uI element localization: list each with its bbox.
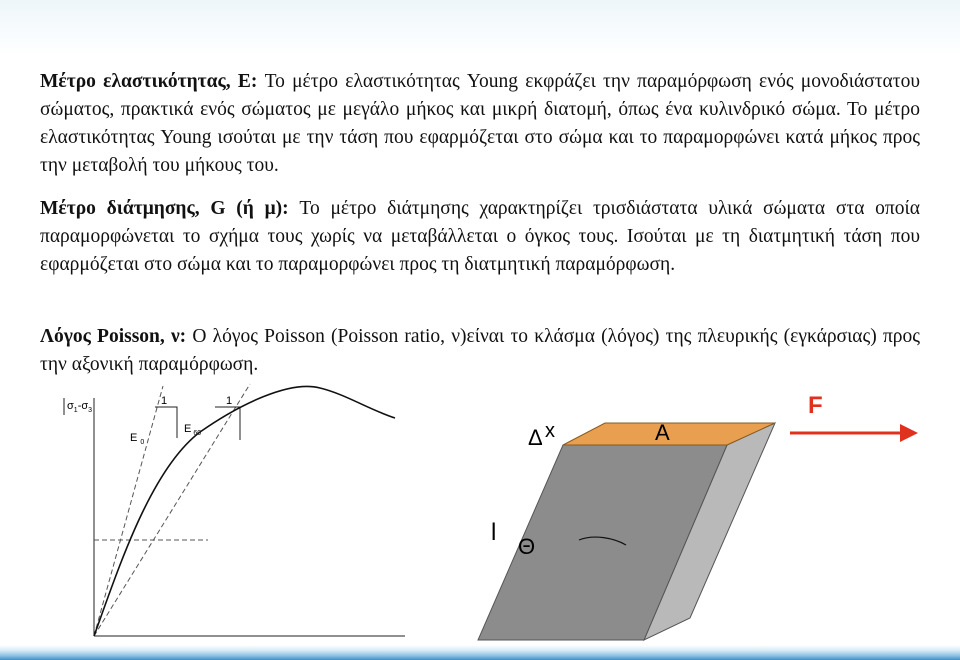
term-shear-modulus: Μέτρο διάτμησης, G (ή μ): <box>40 198 289 219</box>
force-f-label: F <box>808 392 823 419</box>
term-poisson-ratio: Λόγος Poisson, ν: <box>40 326 187 347</box>
footer-gradient-band <box>0 645 960 660</box>
force-arrow-head <box>900 424 918 442</box>
e0-label: E $_0$ <box>130 432 145 446</box>
e60-label: E $_{60}$ <box>184 423 202 437</box>
height-l-label: l <box>491 519 497 546</box>
slope-2-label: 1 <box>226 395 233 407</box>
angle-theta-label: Θ <box>518 534 536 559</box>
definition-shear-modulus: Το μέτρο διάτμησης χαρακτηρίζει τρισδιάστατα υλικά σώματα στα οποία παραμορφώνεται το σχήμα τους χωρίς να μεταβάλλεται ο όγκος τους. Ισούται με τη διατμητική τάση που εφαρμόζεται στο σώμα και το παραμορφώνει προς τη διατμητική παραμόρφωση. <box>40 198 920 275</box>
definition-young-modulus: Το μέτρο ελαστικότητας Young εκφράζει την παραμόρφωση ενός μονοδιάστατου σώματος, πρακτικά ενός σώματος με μεγάλο μήκος και μικρή διατομή, όπως ένα κυλινδρικό σώμα. Το μέτρο ελαστικότητας Young ισούται με την τάση που εφαρμόζεται στο σώμα και το παραμορφώνει κατά μήκος προς την μεταβολή του μήκους του. <box>40 71 920 176</box>
area-a-label: A <box>655 420 670 445</box>
definition-poisson-ratio: Ο λόγος Poisson (Poisson ratio, ν)είναι το κλάσμα (λόγος) της πλευρικής (εγκάρσιας) προς την αξονική παραμόρφωση. <box>40 326 920 375</box>
delta-x-label: x <box>545 420 555 442</box>
term-young-modulus: Μέτρο ελαστικότητας, E: <box>40 71 258 92</box>
y-axis-sigma1: $\sigma_1-\sigma_3$ <box>67 400 93 414</box>
delta-label: Δ <box>528 425 543 450</box>
slope-1-label: 1 <box>161 395 168 407</box>
